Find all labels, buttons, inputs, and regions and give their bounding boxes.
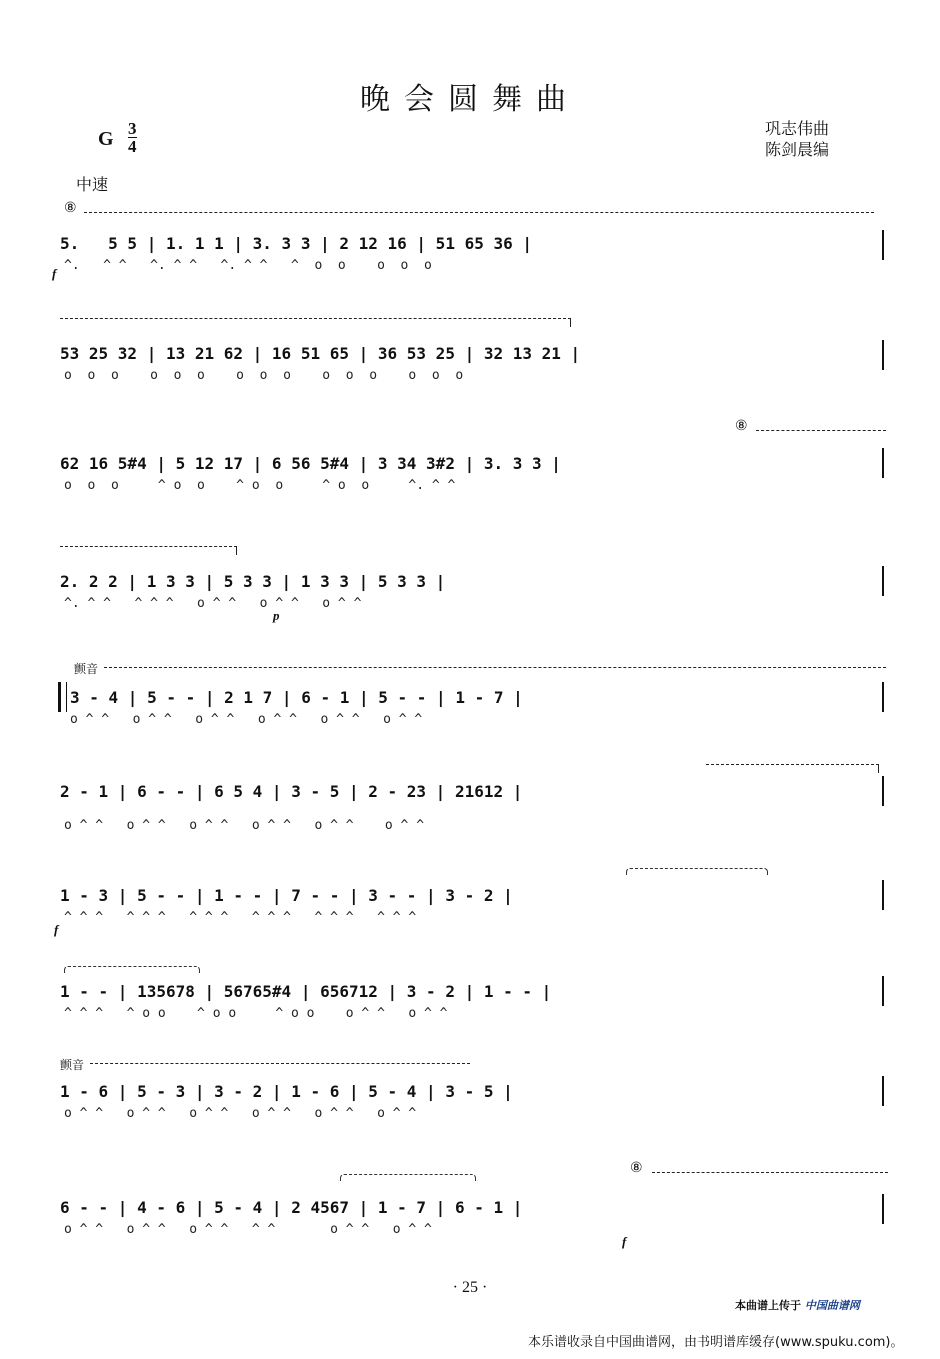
- score-system-9: [0, 1056, 940, 1121]
- articulation-line: ^. ^ ^ ^ ^ ^ o ^ ^ o ^ ^ o ^ ^: [64, 596, 362, 611]
- tremolo-label: 颤音: [60, 1058, 85, 1072]
- notes-line: 2 - 1 | 6 - - | 6 5 4 | 3 - 5 | 2 - 23 | 21612 |: [60, 782, 523, 801]
- notes-line: 1 - 3 | 5 - - | 1 - - | 7 - - | 3 - - | 3 - 2 |: [60, 886, 513, 905]
- credits: [765, 118, 829, 160]
- score-system-6: [0, 760, 940, 833]
- tie-slur: [64, 966, 200, 973]
- score-system-3: [0, 418, 940, 493]
- tempo-marking: 中速: [76, 175, 109, 194]
- tremolo-line: [104, 667, 886, 668]
- octave-line: [756, 430, 886, 439]
- dynamic-forte: f: [52, 266, 57, 281]
- site-logo: 中国曲谱网: [804, 1299, 860, 1312]
- composer: 巩志伟曲: [765, 119, 830, 138]
- score-system-2: [0, 310, 940, 383]
- barline: [882, 1194, 884, 1224]
- octave-line: [652, 1172, 888, 1181]
- barline: [882, 340, 884, 370]
- octave-line: [706, 764, 879, 773]
- articulation-line: o ^ ^ o ^ ^ o ^ ^ ^ ^ o ^ ^ o ^ ^: [64, 1222, 432, 1237]
- barline: [882, 880, 884, 910]
- articulation-line: o ^ ^ o ^ ^ o ^ ^ o ^ ^ o ^ ^ o ^ ^: [64, 1106, 417, 1121]
- notes-line: 53 25 32 | 13 21 62 | 16 51 65 | 36 53 25 | 32 13 21 |: [60, 344, 581, 363]
- dynamic-piano: p: [273, 608, 280, 623]
- key-signature: G: [98, 128, 114, 150]
- arranger: 陈剑晨编: [765, 140, 830, 159]
- tremolo-line: [90, 1063, 470, 1064]
- score-system-8: [0, 962, 940, 1022]
- time-numerator: 3: [128, 119, 137, 138]
- footer-source: 本乐谱收录自中国曲谱网，由书明谱库缓存(www.spuku.com)。: [528, 1335, 904, 1350]
- dynamic-forte: f: [622, 1234, 627, 1249]
- barline: [882, 230, 884, 260]
- octave-line: [60, 546, 237, 555]
- upload-note-text: 本曲谱上传于: [735, 1299, 801, 1312]
- time-signature: [128, 120, 137, 155]
- articulation-line: o o o o o o o o o o o o o o o: [64, 368, 464, 383]
- octave-mark: ⑧: [735, 418, 748, 434]
- time-denominator: 4: [128, 137, 137, 156]
- articulation-line: o o o ^ o o ^ o o ^ o o ^. ^ ^: [64, 478, 456, 493]
- score-system-1: [0, 200, 940, 281]
- articulation-line: o ^ ^ o ^ ^ o ^ ^ o ^ ^ o ^ ^ o ^ ^: [64, 818, 425, 833]
- articulation-line: ^. ^ ^ ^. ^ ^ ^. ^ ^ ^ o o o o o: [64, 258, 432, 273]
- tie-slur: [626, 868, 768, 875]
- notes-line: 6 - - | 4 - 6 | 5 - 4 | 2 4567 | 1 - 7 | 6 - 1 |: [60, 1198, 523, 1217]
- articulation-line: o ^ ^ o ^ ^ o ^ ^ o ^ ^ o ^ ^ o ^ ^: [70, 712, 423, 727]
- score-system-7: [0, 864, 940, 937]
- tie-slur: [340, 1174, 476, 1181]
- page-title: 晚会圆舞曲: [360, 82, 580, 117]
- articulation-line: ^ ^ ^ ^ ^ ^ ^ ^ ^ ^ ^ ^ ^ ^ ^ ^ ^ ^: [64, 910, 417, 925]
- repeat-sign: [58, 682, 67, 712]
- octave-mark: ⑧: [64, 200, 77, 216]
- notes-line: 5. 5 5 | 1. 1 1 | 3. 3 3 | 2 12 16 | 51 65 36 |: [60, 234, 533, 253]
- barline: [882, 976, 884, 1006]
- barline: [882, 776, 884, 806]
- page-number: · 25 ·: [452, 1279, 488, 1296]
- notes-line: 1 - 6 | 5 - 3 | 3 - 2 | 1 - 6 | 5 - 4 | 3 - 5 |: [60, 1082, 513, 1101]
- notes-line: 2. 2 2 | 1 3 3 | 5 3 3 | 1 3 3 | 5 3 3 |: [60, 572, 446, 591]
- octave-line: [84, 212, 874, 221]
- barline: [882, 1076, 884, 1106]
- notes-line: 3 - 4 | 5 - - | 2 1 7 | 6 - 1 | 5 - - | 1 - 7 |: [70, 688, 523, 707]
- score-system-10: [0, 1160, 940, 1249]
- barline: [882, 682, 884, 712]
- octave-mark: ⑧: [630, 1160, 643, 1176]
- dynamic-forte: f: [54, 922, 59, 937]
- score-system-5: [0, 660, 940, 727]
- upload-note: [735, 1297, 860, 1313]
- barline: [882, 448, 884, 478]
- barline: [882, 566, 884, 596]
- octave-line: [60, 318, 571, 327]
- notes-line: 62 16 5#4 | 5 12 17 | 6 56 5#4 | 3 34 3#2 | 3. 3 3 |: [60, 454, 561, 473]
- score-system-4: [0, 540, 940, 623]
- articulation-line: ^ ^ ^ ^ o o ^ o o ^ o o o ^ ^ o ^ ^: [64, 1006, 448, 1021]
- notes-line: 1 - - | 135678 | 56765#4 | 656712 | 3 - 2 | 1 - - |: [60, 982, 552, 1001]
- tremolo-label: 颤音: [74, 662, 99, 676]
